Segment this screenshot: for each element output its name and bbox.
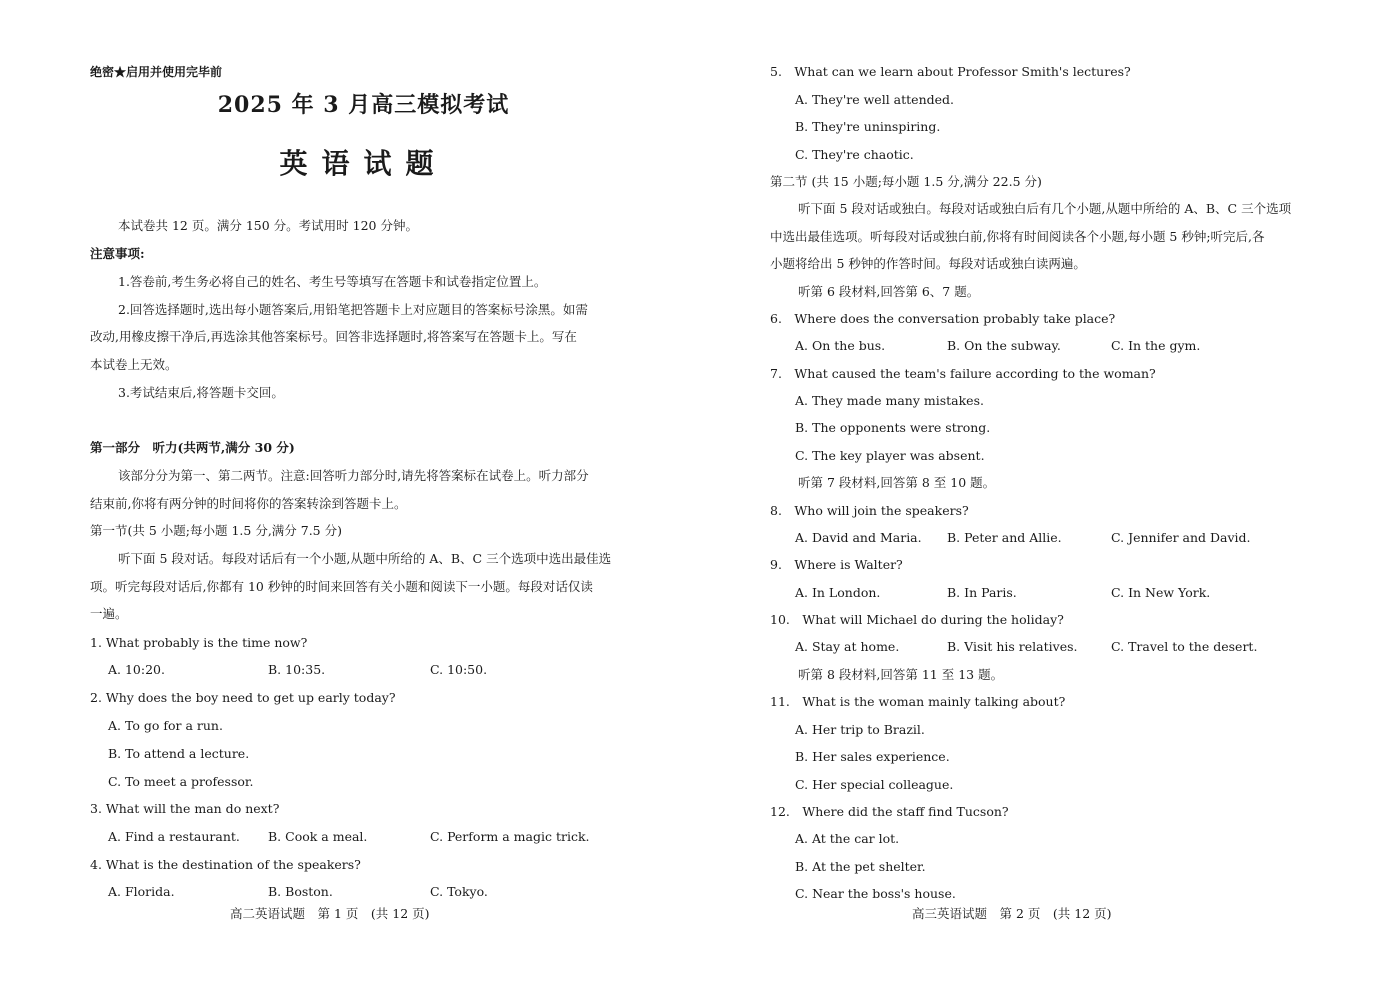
question-2-stem: 2. Why does the boy need to get up early today? xyxy=(90,690,396,705)
question-5-option-c: C. They're chaotic. xyxy=(795,147,914,162)
material-7-label: 听第 7 段材料,回答第 8 至 10 题。 xyxy=(798,475,996,490)
question-6-option-b: B. On the subway. xyxy=(947,338,1061,353)
question-4-option-a: A. Florida. xyxy=(108,884,175,899)
right-page-footer: 高三英语试题 第 2 页 (共 12 页) xyxy=(912,906,1112,921)
question-8-option-a: A. David and Maria. xyxy=(795,530,922,545)
question-4-stem: 4. What is the destination of the speakers? xyxy=(90,857,361,872)
question-11-option-a: A. Her trip to Brazil. xyxy=(795,722,925,737)
question-7-option-c: C. The key player was absent. xyxy=(795,448,985,463)
question-12-option-a: A. At the car lot. xyxy=(795,831,900,846)
question-8-option-c: C. Jennifer and David. xyxy=(1111,530,1251,545)
material-8-label: 听第 8 段材料,回答第 11 至 13 题。 xyxy=(798,667,1004,682)
question-3-option-b: B. Cook a meal. xyxy=(268,829,368,844)
question-8-stem: 8. Who will join the speakers? xyxy=(770,503,969,518)
question-9-option-a: A. In London. xyxy=(795,585,881,600)
question-10-option-a: A. Stay at home. xyxy=(795,639,900,654)
question-10-stem: 10. What will Michael do during the holiday? xyxy=(770,612,1064,627)
question-9-option-c: C. In New York. xyxy=(1111,585,1211,600)
section1-desc-line: 一遍。 xyxy=(90,606,128,621)
question-12-option-c: C. Near the boss's house. xyxy=(795,886,956,901)
section2-desc-line: 听下面 5 段对话或独白。每段对话或独白后有几个小题,从题中所给的 A、B、C 三个选项 xyxy=(798,201,1292,216)
question-4-option-c: C. Tokyo. xyxy=(430,884,488,899)
question-12-stem: 12. Where did the staff find Tucson? xyxy=(770,804,1009,819)
section2-heading: 第二节 (共 15 小题;每小题 1.5 分,满分 22.5 分) xyxy=(770,174,1042,189)
part1-desc-line: 该部分分为第一、第二两节。注意:回答听力部分时,请先将答案标在试卷上。听力部分 xyxy=(118,468,589,483)
question-9-stem: 9. Where is Walter? xyxy=(770,557,903,572)
question-11-stem: 11. What is the woman mainly talking about? xyxy=(770,694,1066,709)
subject-title: 英语试题 xyxy=(279,147,448,180)
question-11-option-c: C. Her special colleague. xyxy=(795,777,954,792)
question-12-option-b: B. At the pet shelter. xyxy=(795,859,926,874)
question-8-option-b: B. Peter and Allie. xyxy=(947,530,1062,545)
left-page-footer: 高二英语试题 第 1 页 (共 12 页) xyxy=(230,906,430,921)
question-3-stem: 3. What will the man do next? xyxy=(90,801,280,816)
question-1-option-c: C. 10:50. xyxy=(430,662,488,677)
question-6-option-c: C. In the gym. xyxy=(1111,338,1201,353)
question-10-option-b: B. Visit his relatives. xyxy=(947,639,1078,654)
question-11-option-b: B. Her sales experience. xyxy=(795,749,950,764)
section1-desc-line: 听下面 5 段对话。每段对话后有一个小题,从题中所给的 A、B、C 三个选项中选出最佳选 xyxy=(118,551,612,566)
section1-heading: 第一节(共 5 小题;每小题 1.5 分,满分 7.5 分) xyxy=(90,523,342,538)
section2-desc-line: 中选出最佳选项。听每段对话或独白前,你将有时间阅读各个小题,每小题 5 秒钟;听完后,各 xyxy=(770,229,1265,244)
exam-title: 2025 年 3 月高三模拟考试 xyxy=(217,92,510,118)
material-6-label: 听第 6 段材料,回答第 6、7 题。 xyxy=(798,284,980,299)
question-1-stem: 1. What probably is the time now? xyxy=(90,635,308,650)
question-2-option-a: A. To go for a run. xyxy=(108,718,223,733)
note-line: 改动,用橡皮擦干净后,再选涂其他答案标号。回答非选择题时,将答案写在答题卡上。写在 xyxy=(90,329,577,344)
part1-desc-line: 结束前,你将有两分钟的时间将你的答案转涂到答题卡上。 xyxy=(90,496,407,511)
notes-heading: 注意事项: xyxy=(90,246,145,261)
question-4-option-b: B. Boston. xyxy=(268,884,333,899)
question-2-option-b: B. To attend a lecture. xyxy=(108,746,250,761)
question-9-option-b: B. In Paris. xyxy=(947,585,1017,600)
question-5-option-a: A. They're well attended. xyxy=(795,92,954,107)
exam-intro: 本试卷共 12 页。满分 150 分。考试用时 120 分钟。 xyxy=(118,218,418,233)
question-2-option-c: C. To meet a professor. xyxy=(108,774,254,789)
confidential-label: 绝密★启用并使用完毕前 xyxy=(90,65,223,79)
question-1-option-b: B. 10:35. xyxy=(268,662,326,677)
question-7-stem: 7. What caused the team's failure according to the woman? xyxy=(770,366,1156,381)
question-5-option-b: B. They're uninspiring. xyxy=(795,119,941,134)
section1-desc-line: 项。听完每段对话后,你都有 10 秒钟的时间来回答有关小题和阅读下一小题。每段对话仅读 xyxy=(90,579,593,594)
note-line: 1.答卷前,考生务必将自己的姓名、考生号等填写在答题卡和试卷指定位置上。 xyxy=(118,274,547,289)
question-7-option-b: B. The opponents were strong. xyxy=(795,420,991,435)
note-line: 2.回答选择题时,选出每小题答案后,用铅笔把答题卡上对应题目的答案标号涂黑。如需 xyxy=(118,302,588,317)
question-6-option-a: A. On the bus. xyxy=(795,338,886,353)
note-line: 3.考试结束后,将答题卡交回。 xyxy=(118,385,284,400)
part1-heading: 第一部分 听力(共两节,满分 30 分) xyxy=(90,440,295,455)
question-7-option-a: A. They made many mistakes. xyxy=(795,393,984,408)
question-6-stem: 6. Where does the conversation probably take place? xyxy=(770,311,1116,326)
question-3-option-c: C. Perform a magic trick. xyxy=(430,829,590,844)
question-10-option-c: C. Travel to the desert. xyxy=(1111,639,1258,654)
question-3-option-a: A. Find a restaurant. xyxy=(108,829,240,844)
question-5-stem: 5. What can we learn about Professor Smith's lectures? xyxy=(770,64,1131,79)
section2-desc-line: 小题将给出 5 秒钟的作答时间。每段对话或独白读两遍。 xyxy=(770,256,1086,271)
question-1-option-a: A. 10:20. xyxy=(108,662,165,677)
note-line: 本试卷上无效。 xyxy=(90,357,178,372)
